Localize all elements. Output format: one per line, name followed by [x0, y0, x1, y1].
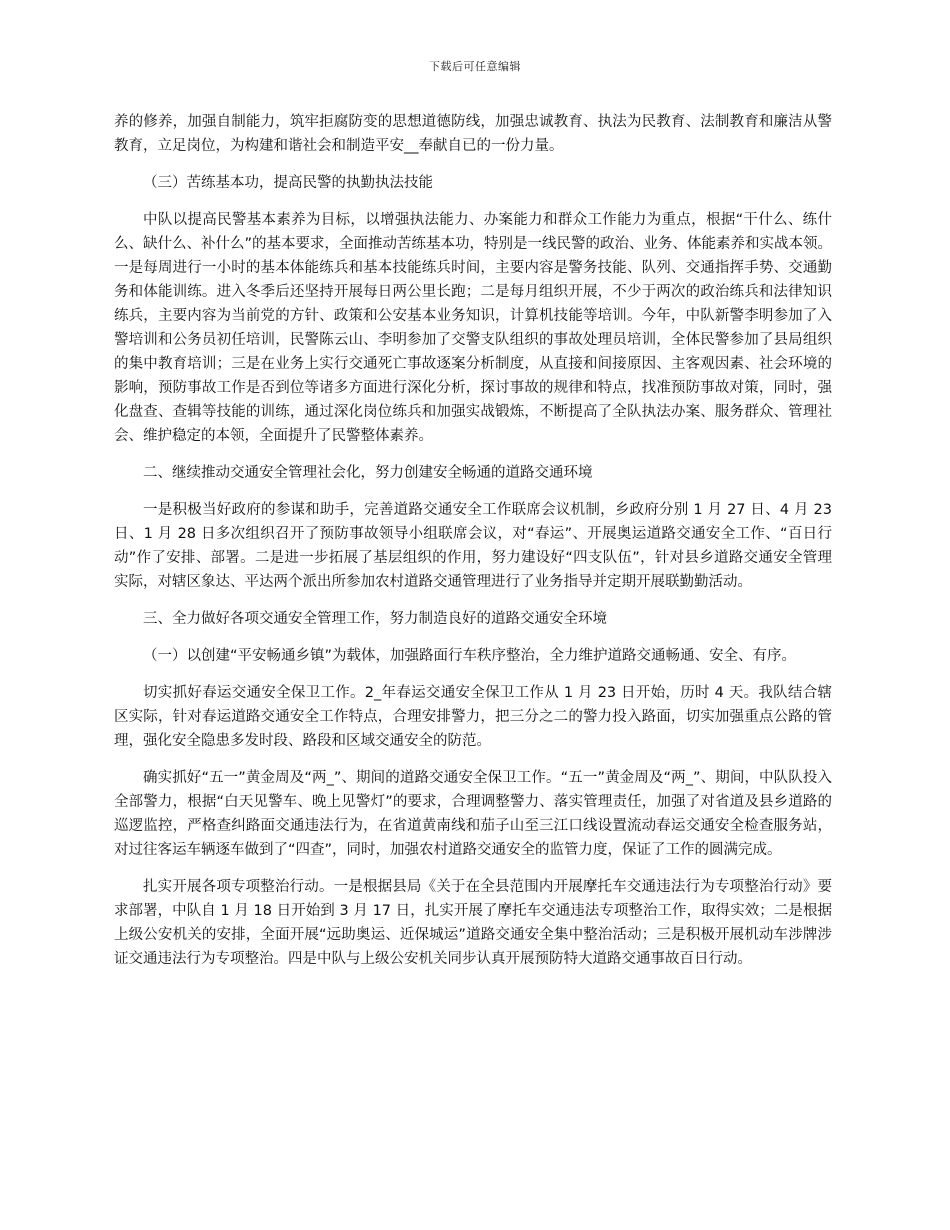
- document-body: [114, 110, 832, 984]
- section-heading-three: 三、全力做好各项交通安全管理工作，努力制造良好的道路交通安全环境: [143, 611, 607, 627]
- paragraph-1: 养的修养，加强自制能力，筑牢拒腐防变的思想道德防线，加强忠诚教育、执法为民教育、法制教育和廉洁从警教育，立足岗位，为构建和谐社会和制造平安__奉献自已的一份力量。: [114, 114, 832, 154]
- paragraph-socialization: 一是积极当好政府的参谋和助手，完善道路交通安全工作联席会议机制，乡政府分别 1 月 27 日、4 月 23 日、1 月 28 日多次组织召开了预防事故领导小组联席会议，对“春运”、开展奥运道路交通安全工作、“百日行动”作了安排、部署。二是进一步拓展了基层组织的作用，努力建设好“四支队伍”，针对县乡道路交通安全管理实际，对辖区象达、平达两个派出所参加农村道路交通管理进行了业务指导并定期开展联勤勤活动。: [114, 502, 832, 590]
- section-heading-3: （三）苦练基本功，提高民警的执勤执法技能: [143, 175, 433, 191]
- paragraph-training: 中队以提高民警基本素养为目标，以增强执法能力、办案能力和群众工作能力为重点，根据“干什么、练什么、缺什么、补什么”的基本要求，全面推动苦练基本功，特别是一线民警的政治、业务、体能素养和实战本领。一是每周进行一小时的基本体能练兵和基本技能练兵时间，主要内容是警务技能、队列、交通指挥手势、交通勤务和体能训练。进入冬季后还坚持开展每日两公里长跑；二是每月组织开展，不少于两次的政治练兵和法律知识练兵，主要内容为当前党的方针、政策和公安基本业务知识，计算机技能等培训。今年，中队新警李明参加了入警培训和公务员初任培训，民警陈云山、李明参加了交警支队组织的事故处理员培训，全体民警参加了县局组织的集中教育培训；三是在业务上实行交通死亡事故逐案分析制度，从直接和间接原因、主客观因素、社会环境的影响，预防事故工作是否到位等诸多方面进行深化分析，探讨事故的规律和特点，找准预防事故对策，同时，强化盘查、查辑等技能的训练，通过深化岗位练兵和加强实战锻炼，不断提高了全队执法办案、服务群众、管理社会、维护稳定的本领，全面提升了民警整体素养。: [114, 212, 833, 444]
- page-header: 下载后可任意编辑: [429, 60, 521, 73]
- paragraph-special-campaigns: 扎实开展各项专项整治行动。一是根据县局《关于在全县范围内开展摩托车交通违法行为专项整治行动》要求部署，中队自 1 月 18 日开始到 3 月 17 日，扎实开展了摩托车交通违法专项整治工作，取得实效；二是根据上级公安机关的安排，全面开展“远助奥运、近保城运”道路交通安全集中整治活动；三是积极开展机动车涉牌涉证交通违法行为专项整治。四是中队与上级公安机关同步认真开展预防特大道路交通事故百日行动。: [114, 879, 832, 967]
- subsection-heading-1: （一）以创建“平安畅通乡镇”为载体，加强路面行车秩序整治，全力维护道路交通畅通、安全、有序。: [143, 648, 797, 664]
- paragraph-golden-week: 确实抓好“五一”黄金周及“两_”、期间的道路交通安全保卫工作。“五一”黄金周及“两_”、期间，中队队投入全部警力，根据“白天见警车、晚上见警灯”的要求，合理调整警力、落实管理责任，加强了对省道及县乡道路的巡逻监控，严格查纠路面交通违法行为，在省道黄南线和茄子山至三江口线设置流动春运交通安全检查服务站，对过往客运车辆逐车做到了“四查”，同时，加强农村道路交通安全的监管力度，保证了工作的圆满完成。: [114, 770, 832, 858]
- paragraph-spring-transport: 切实抓好春运交通安全保卫工作。2_年春运交通安全保卫工作从 1 月 23 日开始，历时 4 天。我队结合辖区实际，针对春运道路交通安全工作特点，合理安排警力，把三分之二的警力投入路面，切实加强重点公路的管理，强化安全隐患多发时段、路段和区域交通安全的防范。: [114, 685, 832, 749]
- section-heading-2: 二、继续推动交通安全管理社会化，努力创建安全畅通的道路交通环境: [143, 465, 593, 481]
